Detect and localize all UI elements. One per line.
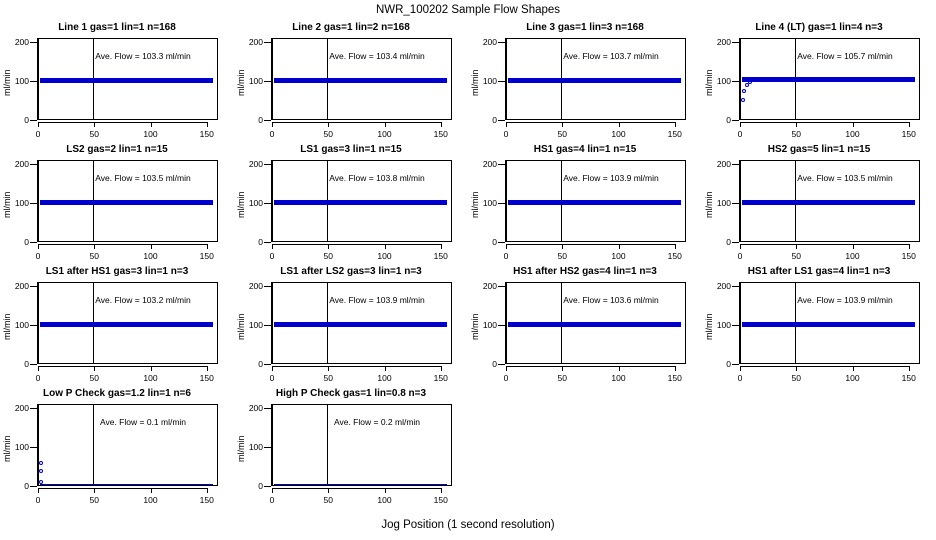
x-axis-tick [328, 366, 329, 371]
data-series [40, 484, 213, 486]
y-axis-tick-label: 100 [716, 197, 731, 208]
x-axis-tick-label: 0 [269, 129, 275, 139]
x-axis-tick [385, 488, 386, 493]
y-axis-tick-label: 0 [24, 115, 29, 125]
y-axis-tick [732, 81, 739, 82]
y-axis-tick [30, 408, 37, 409]
x-axis-tick [207, 366, 208, 371]
x-axis-title: Jog Position (1 second resolution) [381, 519, 555, 531]
y-axis-tick [264, 447, 271, 448]
panel-title: LS1 after LS2 gas=3 lin=1 n=3 [280, 266, 422, 277]
y-axis-tick [30, 286, 37, 287]
y-axis-tick [30, 447, 37, 448]
x-axis-tick-label: 50 [89, 373, 99, 383]
data-point [742, 89, 746, 93]
panel-title: High P Check gas=1 lin=0.8 n=3 [275, 388, 427, 399]
x-axis-tick [385, 366, 386, 371]
x-axis-tick-label: 100 [143, 495, 158, 505]
x-axis-tick-label: 0 [737, 129, 743, 139]
panel-title: Line 4 (LT) gas=1 lin=4 n=3 [755, 22, 883, 33]
y-axis-tick [732, 325, 739, 326]
y-axis-tick [732, 164, 739, 165]
y-axis-tick-label: 0 [24, 359, 29, 369]
x-axis-tick-label: 150 [667, 129, 682, 139]
x-axis-tick [441, 366, 442, 371]
x-axis-line [38, 244, 207, 245]
chart-panel [234, 264, 468, 386]
panel-grid [0, 20, 936, 520]
x-axis-tick [385, 244, 386, 249]
average-flow-annotation: Ave. Flow = 103.9 ml/min [329, 294, 425, 305]
x-axis-tick [328, 488, 329, 493]
x-axis-tick-label: 100 [377, 129, 392, 139]
y-axis-label: ml/min [704, 191, 714, 219]
x-axis-tick-label: 50 [557, 129, 567, 139]
y-axis-tick [30, 42, 37, 43]
y-axis-tick-label: 100 [14, 319, 29, 330]
y-axis-tick [498, 325, 505, 326]
y-axis-tick [498, 203, 505, 204]
x-axis-tick [272, 488, 273, 493]
x-axis-tick-label: 100 [845, 251, 860, 261]
x-axis-tick [909, 366, 910, 371]
average-flow-annotation: Ave. Flow = 103.3 ml/min [95, 50, 191, 61]
y-axis-tick [498, 242, 505, 243]
x-axis-tick [151, 488, 152, 493]
y-axis-tick-label: 200 [14, 280, 29, 291]
y-axis-label: ml/min [2, 69, 12, 97]
x-axis-tick [441, 488, 442, 493]
average-flow-annotation: Ave. Flow = 103.8 ml/min [329, 172, 425, 183]
x-axis-tick [207, 488, 208, 493]
y-axis-tick [498, 81, 505, 82]
data-point [741, 98, 745, 102]
chart-panel [0, 20, 234, 142]
x-axis-tick [506, 244, 507, 249]
y-axis-tick-label: 100 [716, 75, 731, 86]
x-axis-tick-label: 100 [143, 129, 158, 139]
x-axis-tick [740, 366, 741, 371]
chart-panel [702, 264, 936, 386]
x-axis-tick-label: 0 [35, 129, 41, 139]
x-axis-tick-label: 0 [503, 129, 509, 139]
x-axis-tick [328, 122, 329, 127]
x-axis-tick-label: 0 [269, 495, 275, 505]
y-axis-label: ml/min [236, 435, 246, 463]
x-axis-line [38, 122, 207, 123]
page-title: NWR_100202 Sample Flow Shapes [375, 4, 561, 16]
y-axis-label: ml/min [2, 191, 12, 219]
x-axis-line [272, 122, 441, 123]
y-axis-tick [30, 81, 37, 82]
x-axis-tick [675, 366, 676, 371]
average-flow-annotation: Ave. Flow = 103.6 ml/min [563, 294, 659, 305]
data-series [742, 77, 915, 82]
y-axis-tick-label: 100 [14, 75, 29, 86]
x-axis-tick-label: 50 [557, 251, 567, 261]
x-axis-tick-label: 50 [323, 251, 333, 261]
y-axis-label: ml/min [236, 191, 246, 219]
x-axis-tick-label: 0 [35, 495, 41, 505]
x-axis-line [506, 122, 675, 123]
x-axis-tick [740, 244, 741, 249]
x-axis-tick-label: 150 [433, 495, 448, 505]
y-axis-tick-label: 100 [14, 197, 29, 208]
x-axis-line [38, 488, 207, 489]
y-axis-tick-label: 200 [482, 36, 497, 47]
x-axis-tick-label: 150 [199, 129, 214, 139]
chart-panel [468, 20, 702, 142]
x-axis-tick [207, 244, 208, 249]
y-axis-tick [732, 364, 739, 365]
x-axis-tick-label: 0 [269, 373, 275, 383]
x-axis-line [740, 244, 909, 245]
average-flow-annotation: Ave. Flow = 103.5 ml/min [95, 172, 191, 183]
y-axis-tick [498, 364, 505, 365]
x-axis-tick [853, 244, 854, 249]
y-axis-tick [264, 81, 271, 82]
data-series [508, 200, 681, 205]
x-axis-tick-label: 0 [737, 373, 743, 383]
data-series [40, 322, 213, 327]
chart-panel [234, 142, 468, 264]
panel-title: Line 1 gas=1 lin=1 n=168 [58, 22, 176, 33]
x-axis-tick [675, 122, 676, 127]
x-axis-tick [562, 122, 563, 127]
y-axis-tick [264, 286, 271, 287]
x-axis-tick [796, 366, 797, 371]
panel-title: HS1 after LS1 gas=4 lin=1 n=3 [747, 266, 891, 277]
y-axis-tick-label: 200 [248, 36, 263, 47]
chart-panel [468, 142, 702, 264]
y-axis-tick-label: 0 [492, 237, 497, 247]
panel-title: HS2 gas=5 lin=1 n=15 [767, 144, 871, 155]
panel-title: Line 3 gas=1 lin=3 n=168 [526, 22, 644, 33]
x-axis-tick-label: 50 [89, 129, 99, 139]
average-flow-annotation: Ave. Flow = 103.9 ml/min [797, 294, 893, 305]
x-axis-tick [272, 366, 273, 371]
x-axis-tick-label: 100 [143, 251, 158, 261]
chart-panel [702, 20, 936, 142]
y-axis-tick [30, 486, 37, 487]
y-axis-tick-label: 200 [248, 402, 263, 413]
average-flow-annotation: Ave. Flow = 103.7 ml/min [563, 50, 659, 61]
x-axis-tick-label: 0 [35, 373, 41, 383]
x-axis-tick [853, 366, 854, 371]
x-axis-tick [796, 122, 797, 127]
x-axis-tick [272, 122, 273, 127]
y-axis-tick [30, 120, 37, 121]
x-axis-tick-label: 100 [611, 129, 626, 139]
y-axis-tick [30, 364, 37, 365]
y-axis-tick-label: 100 [482, 197, 497, 208]
x-axis-tick-label: 0 [503, 373, 509, 383]
y-axis-tick [264, 42, 271, 43]
x-axis-line [38, 366, 207, 367]
y-axis-label: ml/min [236, 69, 246, 97]
y-axis-tick [732, 286, 739, 287]
y-axis-tick-label: 200 [248, 158, 263, 169]
y-axis-tick-label: 100 [248, 75, 263, 86]
x-axis-tick [38, 366, 39, 371]
x-axis-tick-label: 50 [557, 373, 567, 383]
x-axis-tick-label: 0 [35, 251, 41, 261]
y-axis-tick [264, 203, 271, 204]
x-axis-tick-label: 150 [667, 251, 682, 261]
x-axis-tick-label: 0 [503, 251, 509, 261]
y-axis-tick [732, 42, 739, 43]
data-point [39, 480, 43, 484]
x-axis-tick [675, 244, 676, 249]
y-axis-tick [498, 286, 505, 287]
y-axis-tick [732, 242, 739, 243]
x-axis-tick [151, 122, 152, 127]
x-axis-tick-label: 50 [323, 129, 333, 139]
panel-title: Low P Check gas=1.2 lin=1 n=6 [43, 388, 191, 399]
x-axis-tick-label: 150 [667, 373, 682, 383]
data-series [40, 200, 213, 205]
data-series [742, 200, 915, 205]
x-axis-line [506, 244, 675, 245]
x-axis-tick-label: 150 [901, 373, 916, 383]
x-axis-line [740, 122, 909, 123]
chart-panel [468, 264, 702, 386]
y-axis-tick-label: 100 [482, 319, 497, 330]
x-axis-tick [619, 366, 620, 371]
x-axis-tick-label: 100 [845, 129, 860, 139]
x-axis-tick [909, 244, 910, 249]
chart-panel [0, 264, 234, 386]
y-axis-tick-label: 200 [14, 36, 29, 47]
y-axis-tick-label: 0 [258, 481, 263, 491]
x-axis-tick-label: 150 [901, 129, 916, 139]
x-axis-tick [38, 122, 39, 127]
y-axis-tick-label: 0 [24, 481, 29, 491]
average-flow-annotation: Ave. Flow = 0.2 ml/min [333, 416, 421, 427]
x-axis-tick-label: 150 [199, 251, 214, 261]
y-axis-label: ml/min [704, 313, 714, 341]
x-axis-line [272, 244, 441, 245]
x-axis-tick [272, 244, 273, 249]
x-axis-tick-label: 150 [433, 129, 448, 139]
y-axis-tick [732, 203, 739, 204]
y-axis-tick-label: 100 [248, 319, 263, 330]
x-axis-tick-label: 150 [199, 373, 214, 383]
y-axis-tick-label: 200 [14, 158, 29, 169]
x-axis-tick [562, 244, 563, 249]
y-axis-tick-label: 0 [726, 115, 731, 125]
x-axis-tick-label: 100 [143, 373, 158, 383]
y-axis-tick [264, 325, 271, 326]
x-axis-tick [94, 122, 95, 127]
x-axis-tick-label: 50 [89, 251, 99, 261]
x-axis-tick-label: 100 [611, 373, 626, 383]
y-axis-tick-label: 200 [716, 280, 731, 291]
y-axis-label: ml/min [470, 191, 480, 219]
y-axis-tick [264, 164, 271, 165]
x-axis-line [506, 366, 675, 367]
data-series [274, 484, 447, 486]
x-axis-tick [94, 244, 95, 249]
panel-title: HS1 after HS2 gas=4 lin=1 n=3 [513, 266, 657, 277]
x-axis-tick [619, 244, 620, 249]
y-axis-tick-label: 100 [716, 319, 731, 330]
x-axis-tick-label: 150 [901, 251, 916, 261]
x-axis-tick-label: 50 [89, 495, 99, 505]
y-axis-tick-label: 0 [24, 237, 29, 247]
y-axis-tick-label: 0 [726, 359, 731, 369]
x-axis-tick-label: 50 [791, 129, 801, 139]
x-axis-tick-label: 50 [791, 251, 801, 261]
y-axis-tick [264, 408, 271, 409]
x-axis-tick-label: 50 [323, 373, 333, 383]
average-flow-annotation: Ave. Flow = 103.2 ml/min [95, 294, 191, 305]
y-axis-tick [264, 364, 271, 365]
x-axis-line [272, 488, 441, 489]
y-axis-tick-label: 100 [248, 441, 263, 452]
y-axis-tick-label: 0 [492, 359, 497, 369]
x-axis-tick [562, 366, 563, 371]
chart-panel [0, 386, 234, 508]
data-series [508, 322, 681, 327]
y-axis-tick-label: 0 [258, 115, 263, 125]
data-point [39, 461, 43, 465]
y-axis-tick [30, 164, 37, 165]
x-axis-tick [619, 122, 620, 127]
average-flow-annotation: Ave. Flow = 103.9 ml/min [563, 172, 659, 183]
average-flow-annotation: Ave. Flow = 103.4 ml/min [329, 50, 425, 61]
y-axis-tick [498, 164, 505, 165]
y-axis-label: ml/min [2, 313, 12, 341]
panel-title: LS1 gas=3 lin=1 n=15 [300, 144, 402, 155]
y-axis-tick [498, 120, 505, 121]
panel-title: LS1 after HS1 gas=3 lin=1 n=3 [45, 266, 189, 277]
y-axis-tick-label: 100 [14, 441, 29, 452]
x-axis-tick-label: 150 [433, 251, 448, 261]
y-axis-tick-label: 100 [482, 75, 497, 86]
chart-panel [0, 142, 234, 264]
x-axis-tick [441, 244, 442, 249]
chart-panel [702, 142, 936, 264]
data-point [748, 80, 752, 84]
x-axis-tick [740, 122, 741, 127]
x-axis-tick [207, 122, 208, 127]
x-axis-line [272, 366, 441, 367]
y-axis-tick [264, 486, 271, 487]
y-axis-tick-label: 200 [716, 36, 731, 47]
panel-title: LS2 gas=2 lin=1 n=15 [66, 144, 168, 155]
x-axis-tick-label: 100 [611, 251, 626, 261]
data-series [742, 322, 915, 327]
y-axis-tick-label: 0 [258, 237, 263, 247]
y-axis-tick-label: 0 [258, 359, 263, 369]
data-series [274, 322, 447, 327]
y-axis-tick-label: 0 [726, 237, 731, 247]
y-axis-tick [732, 120, 739, 121]
y-axis-tick-label: 200 [716, 158, 731, 169]
y-axis-label: ml/min [704, 69, 714, 97]
y-axis-label: ml/min [236, 313, 246, 341]
x-axis-tick [441, 122, 442, 127]
x-axis-tick-label: 0 [269, 251, 275, 261]
y-axis-label: ml/min [2, 435, 12, 463]
x-axis-tick-label: 100 [377, 251, 392, 261]
x-axis-tick [38, 488, 39, 493]
average-flow-annotation: Ave. Flow = 105.7 ml/min [797, 50, 893, 61]
x-axis-tick [151, 244, 152, 249]
y-axis-tick-label: 200 [248, 280, 263, 291]
average-flow-annotation: Ave. Flow = 103.5 ml/min [797, 172, 893, 183]
x-axis-tick [94, 366, 95, 371]
x-axis-tick-label: 50 [791, 373, 801, 383]
y-axis-tick-label: 100 [248, 197, 263, 208]
x-axis-tick [796, 244, 797, 249]
y-axis-tick [498, 42, 505, 43]
y-axis-tick-label: 0 [492, 115, 497, 125]
y-axis-tick-label: 200 [482, 280, 497, 291]
x-axis-tick [38, 244, 39, 249]
y-axis-tick [30, 203, 37, 204]
x-axis-tick-label: 50 [323, 495, 333, 505]
x-axis-tick-label: 150 [433, 373, 448, 383]
x-axis-tick [151, 366, 152, 371]
x-axis-tick [328, 244, 329, 249]
data-series [508, 78, 681, 83]
average-flow-annotation: Ave. Flow = 0.1 ml/min [99, 416, 187, 427]
y-axis-tick-label: 200 [482, 158, 497, 169]
y-axis-tick [264, 120, 271, 121]
x-axis-tick-label: 0 [737, 251, 743, 261]
x-axis-tick [94, 488, 95, 493]
panel-title: HS1 gas=4 lin=1 n=15 [533, 144, 637, 155]
x-axis-tick [385, 122, 386, 127]
y-axis-label: ml/min [470, 313, 480, 341]
x-axis-tick-label: 150 [199, 495, 214, 505]
y-axis-tick [30, 242, 37, 243]
x-axis-line [740, 366, 909, 367]
chart-panel [234, 386, 468, 508]
x-axis-tick-label: 100 [845, 373, 860, 383]
data-series [274, 78, 447, 83]
y-axis-label: ml/min [470, 69, 480, 97]
chart-panel [234, 20, 468, 142]
x-axis-tick [853, 122, 854, 127]
data-series [40, 78, 213, 83]
data-series [274, 200, 447, 205]
y-axis-tick [30, 325, 37, 326]
x-axis-tick-label: 100 [377, 495, 392, 505]
y-axis-tick [264, 242, 271, 243]
y-axis-tick-label: 200 [14, 402, 29, 413]
x-axis-tick-label: 100 [377, 373, 392, 383]
x-axis-tick [909, 122, 910, 127]
panel-title: Line 2 gas=1 lin=2 n=168 [292, 22, 410, 33]
x-axis-tick [506, 366, 507, 371]
x-axis-tick [506, 122, 507, 127]
data-point [39, 469, 43, 473]
